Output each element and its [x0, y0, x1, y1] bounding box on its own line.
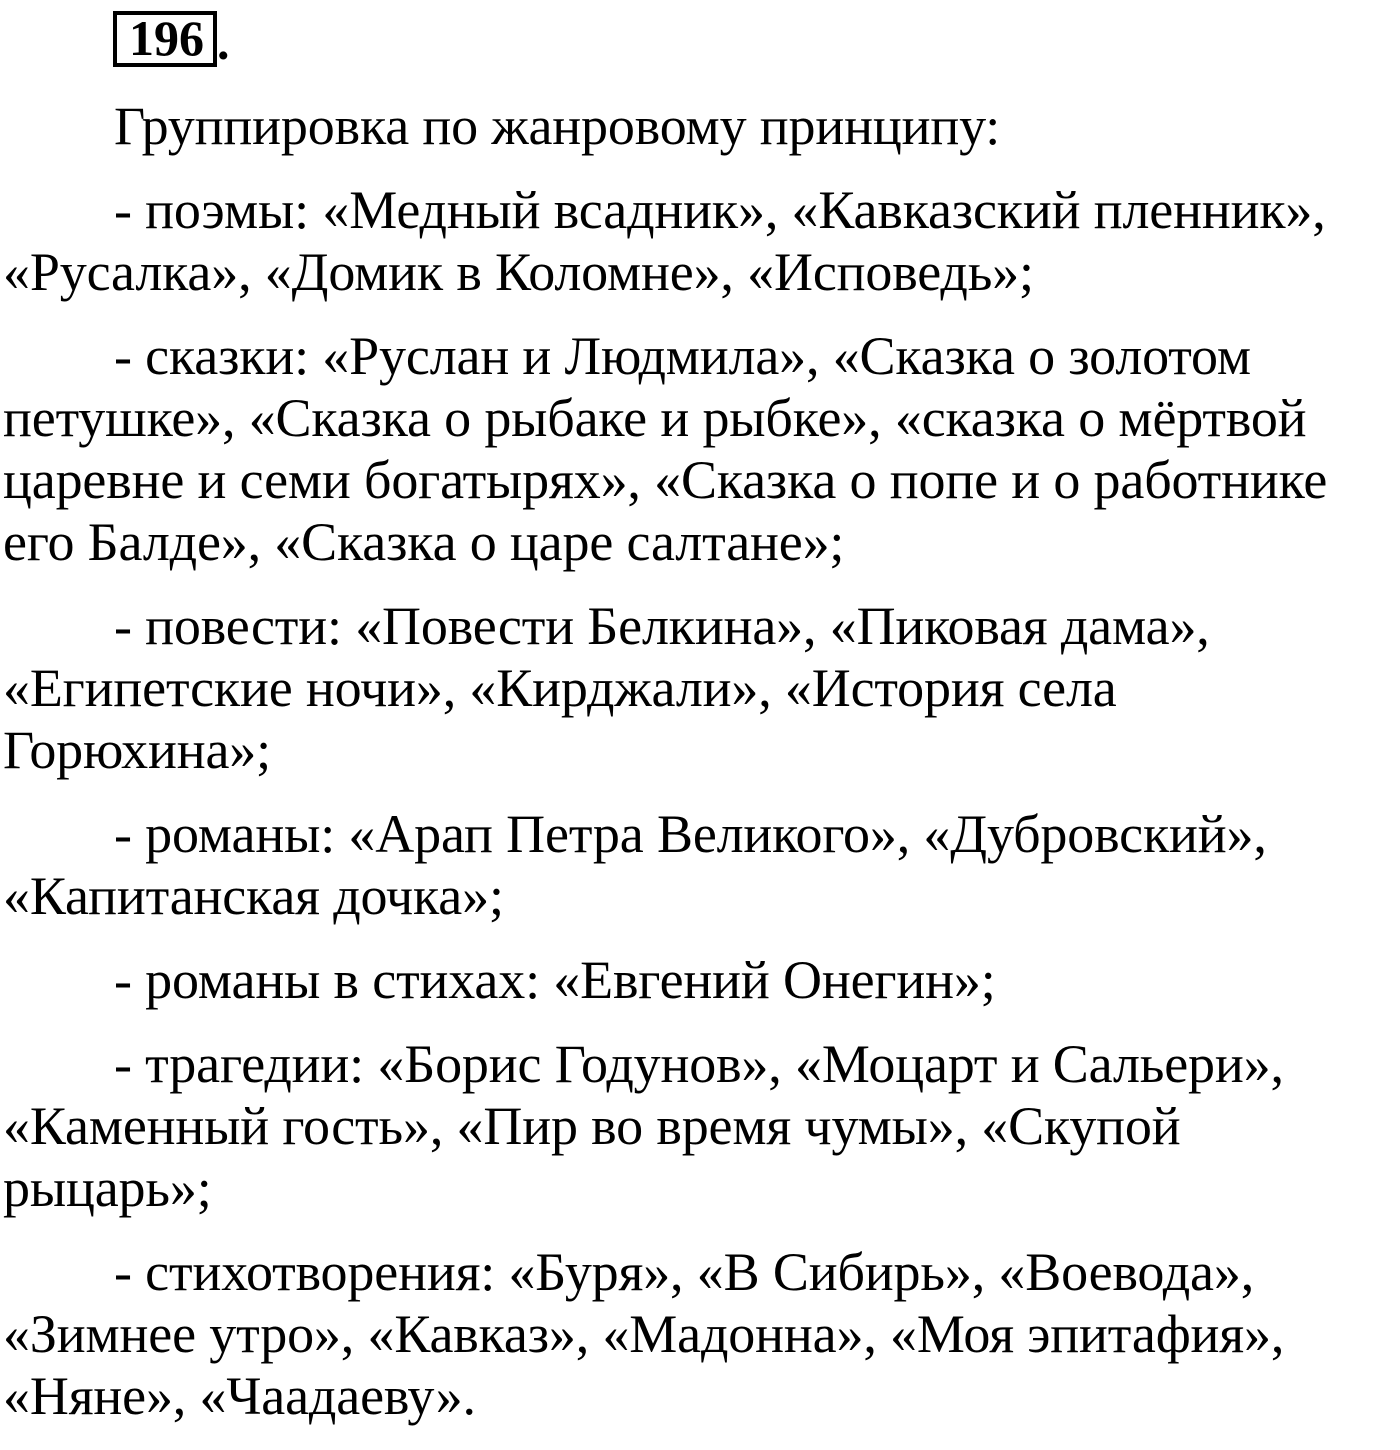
genre-item — [3, 949, 1400, 1011]
genre-item-line: петушке», «Сказка о рыбаке и рыбке», «сказка о мёртвой — [3, 388, 1307, 448]
genre-item — [3, 1241, 1400, 1427]
genre-item-line: рыцарь»; — [3, 1158, 212, 1218]
exercise-number-box — [113, 11, 217, 67]
exercise-number — [113, 7, 230, 70]
genre-item — [3, 325, 1400, 573]
intro-heading: Группировка по жанровому принципу: — [114, 96, 1001, 156]
genre-item — [3, 803, 1400, 927]
genre-item-line: - трагедии: «Борис Годунов», «Моцарт и Сальери», — [114, 1034, 1284, 1094]
genre-item-line: «Каменный гость», «Пир во время чумы», «Скупой — [3, 1096, 1181, 1156]
genre-item-line: «Зимнее утро», «Кавказ», «Мадонна», «Моя эпитафия», — [3, 1304, 1285, 1364]
genre-item-line: - стихотворения: «Буря», «В Сибирь», «Воевода», — [114, 1242, 1255, 1302]
genre-item-line: - поэмы: «Медный всадник», «Кавказский пленник», — [114, 180, 1326, 240]
genre-item-line: его Балде», «Сказка о царе салтане»; — [3, 512, 845, 572]
genre-item-line: - повести: «Повести Белкина», «Пиковая дама», — [114, 596, 1210, 656]
genre-item-line: «Русалка», «Домик в Коломне», «Исповедь»; — [3, 242, 1034, 302]
genre-list — [3, 179, 1400, 1427]
genre-item-line: - сказки: «Руслан и Людмила», «Сказка о золотом — [114, 326, 1251, 386]
exercise-number-dot: . — [217, 14, 230, 70]
genre-item-line: царевне и семи богатырях», «Сказка о попе и о работнике — [3, 450, 1328, 510]
genre-item-line: «Египетские ночи», «Кирджали», «История села — [3, 658, 1117, 718]
genre-item-line: Горюхина»; — [3, 720, 271, 780]
genre-item-line: - романы в стихах: «Евгений Онегин»; — [114, 950, 996, 1010]
genre-item-line: - романы: «Арап Петра Великого», «Дубровский», — [114, 804, 1267, 864]
exercise-number-text: 196 — [129, 10, 204, 66]
genre-item-line: «Капитанская дочка»; — [3, 866, 504, 926]
genre-item-line: «Няне», «Чаадаеву». — [3, 1366, 476, 1426]
answer-text — [3, 95, 1400, 1449]
genre-item — [3, 1033, 1400, 1219]
genre-item — [3, 179, 1400, 303]
genre-item — [3, 595, 1400, 781]
